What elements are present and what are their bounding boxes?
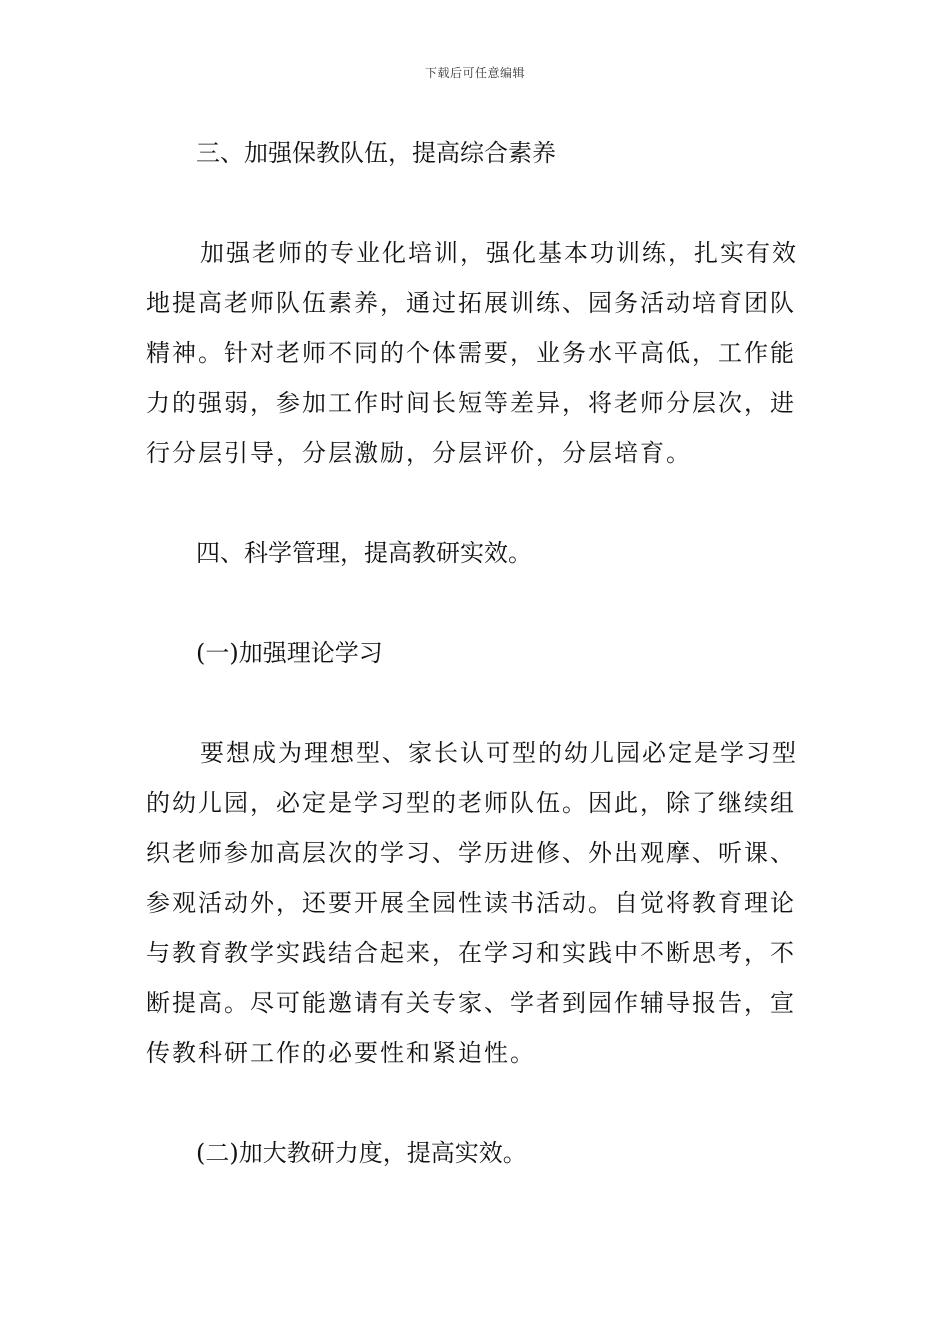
paragraph-line: 要想成为理想型、家长认可型的幼儿园必定是学习型	[200, 739, 798, 767]
paragraph-teacher-training	[146, 228, 806, 478]
spacer	[146, 1078, 806, 1128]
paragraph-line: 的幼儿园，必定是学习型的老师队伍。因此，除了继续组	[146, 789, 796, 817]
header-note: 下载后可任意编辑	[424, 66, 525, 80]
spacer	[146, 178, 806, 228]
subsection-heading-two: (二)加大教研力度，提高实效。	[196, 1139, 527, 1167]
spacer	[146, 678, 806, 728]
section-heading-three: 三、加强保教队伍，提高综合素养	[196, 139, 556, 167]
paragraph-line: 力的强弱，参加工作时间长短等差异，将老师分层次，进	[146, 389, 796, 417]
spacer	[146, 478, 806, 528]
paragraph-line: 传教科研工作的必要性和紧迫性。	[146, 1039, 536, 1067]
section-heading-four: 四、科学管理，提高教研实效。	[196, 539, 532, 567]
paragraph-line: 行分层引导，分层激励，分层评价，分层培育。	[146, 439, 692, 467]
paragraph-line: 加强老师的专业化培训，强化基本功训练，扎实有效	[200, 239, 798, 267]
subsection-heading-one: (一)加强理论学习	[196, 639, 383, 667]
paragraph-line: 织老师参加高层次的学习、学历进修、外出观摩、听课、	[146, 839, 796, 867]
spacer	[146, 578, 806, 628]
paragraph-line: 断提高。尽可能邀请有关专家、学者到园作辅导报告，宣	[146, 989, 796, 1017]
paragraph-line: 地提高老师队伍素养，通过拓展训练、园务活动培育团队	[146, 289, 796, 317]
paragraph-line: 参观活动外，还要开展全园性读书活动。自觉将教育理论	[146, 889, 796, 917]
paragraph-line: 精神。针对老师不同的个体需要，业务水平高低，工作能	[146, 339, 796, 367]
document-body	[146, 128, 806, 1178]
paragraph-line: 与教育教学实践结合起来，在学习和实践中不断思考，不	[146, 939, 796, 967]
paragraph-theory-study	[146, 728, 806, 1078]
